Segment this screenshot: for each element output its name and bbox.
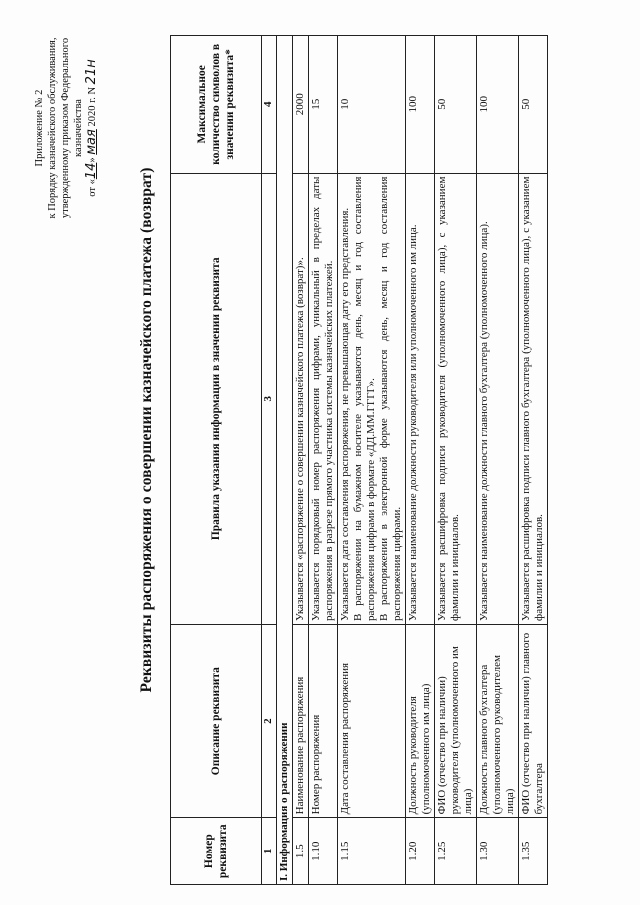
rule-paragraph: Указывается «распоряжение о совершении казначейского платежа (возврат)».	[294, 257, 306, 621]
appendix-treasury-line: казначейства	[73, 99, 84, 157]
header-rules: Правила указания информации в значении реквизита	[171, 173, 262, 624]
requisite-description: Должность руководителя (уполномоченного им лица)	[406, 624, 435, 817]
appendix-block	[33, 13, 99, 243]
requisite-number: 1.30	[477, 818, 519, 885]
document-title: Реквизиты распоряжения о совершении казначейского платежа (возврат)	[138, 167, 155, 693]
requisite-number: 1.15	[338, 818, 406, 885]
requisite-description: Номер распоряжения	[309, 624, 338, 817]
requisite-max-chars: 2000	[293, 36, 309, 174]
requisite-description: Дата составления распоряжения	[338, 624, 406, 817]
requisite-number: 1.35	[519, 818, 548, 885]
section-heading: I. Информация о распоряжении	[277, 36, 293, 885]
appendix-order-line: к Порядку казначейского обслуживания,	[47, 37, 58, 219]
requisite-rules	[309, 173, 338, 624]
number-prefix: N	[87, 86, 98, 95]
appendix-approved-line: утвержденному приказом Федерального	[60, 37, 71, 219]
requisite-rules	[477, 173, 519, 624]
rule-paragraph: Указывается порядковый номер распоряжения цифрами, уникальный в пределах даты распоряжения в разрезе прямого участника системы казначейских платежей.	[310, 176, 335, 621]
header-description: Описание реквизита	[171, 624, 262, 817]
header-max-chars: Максимальное количество символов в значении реквизита*	[171, 36, 262, 174]
column-number: 4	[262, 36, 277, 174]
requisite-number: 1.10	[309, 818, 338, 885]
rule-paragraph: Указывается наименование должности главного бухгалтера (уполномоченного лица).	[478, 221, 490, 621]
requisite-max-chars: 100	[477, 36, 519, 174]
requisite-rules	[519, 173, 548, 624]
requisite-rules	[435, 173, 477, 624]
requisite-rules	[293, 173, 309, 624]
requisite-description: Должность главного бухгалтера (уполномоченного руководителем лица)	[477, 624, 519, 817]
column-number-row	[262, 36, 277, 885]
table-row	[309, 36, 338, 885]
requisite-description: ФИО (отчество при наличии) главного бухгалтера	[519, 624, 548, 817]
column-number: 2	[262, 624, 277, 817]
rule-paragraph: В распоряжении в электронной форме указываются день, месяц и год составления распоряжения цифрами.	[378, 176, 403, 621]
table-row	[406, 36, 435, 885]
requisite-max-chars: 50	[519, 36, 548, 174]
section-row	[277, 36, 293, 885]
date-mid: »	[87, 157, 98, 163]
date-month: мая	[84, 129, 99, 155]
rule-paragraph: Указывается расшифровка подписи руководителя (уполномоченного лица), с указанием фамилии и инициалов.	[436, 176, 461, 621]
table-row	[293, 36, 309, 885]
rule-paragraph: Указывается наименование должности руководителя или уполномоченного им лица.	[407, 224, 419, 621]
requisite-max-chars: 100	[406, 36, 435, 174]
rule-paragraph: Указывается расшифровка подписи главного бухгалтера (уполномоченного лица), с указанием фамилии и инициалов.	[520, 176, 545, 621]
date-prefix: от «	[87, 179, 98, 197]
requisite-rules	[338, 173, 406, 624]
rule-paragraph: Указывается дата составления распоряжения, не превышающая дату его представления.	[339, 207, 351, 621]
table-row	[435, 36, 477, 885]
requisite-max-chars: 10	[338, 36, 406, 174]
order-number: 21н	[84, 59, 99, 85]
table-row	[477, 36, 519, 885]
requisites-table	[170, 35, 548, 885]
table-row	[338, 36, 406, 885]
requisite-max-chars: 50	[435, 36, 477, 174]
requisite-number: 1.25	[435, 818, 477, 885]
appendix-number: Приложение № 2	[34, 89, 45, 167]
requisite-max-chars: 15	[309, 36, 338, 174]
date-day: 14	[84, 162, 99, 180]
table-header-row	[171, 36, 262, 885]
requisite-rules	[406, 173, 435, 624]
requisite-number: 1.20	[406, 818, 435, 885]
table-row	[519, 36, 548, 885]
requisite-number: 1.5	[293, 818, 309, 885]
rule-paragraph: В распоряжении на бумажном носителе указываются день, месяц и год составления распоряжения цифрами в формате «ДД.ММ.ГГГГ».	[352, 176, 377, 621]
requisite-description: ФИО (отчество при наличии) руководителя (уполномоченного им лица)	[435, 624, 477, 817]
column-number: 3	[262, 173, 277, 624]
column-number: 1	[262, 818, 277, 885]
date-year: 2020 г.	[87, 97, 98, 127]
header-number: Номер реквизита	[171, 818, 262, 885]
requisite-description: Наименование распоряжения	[293, 624, 309, 817]
appendix-date-line	[85, 13, 99, 243]
